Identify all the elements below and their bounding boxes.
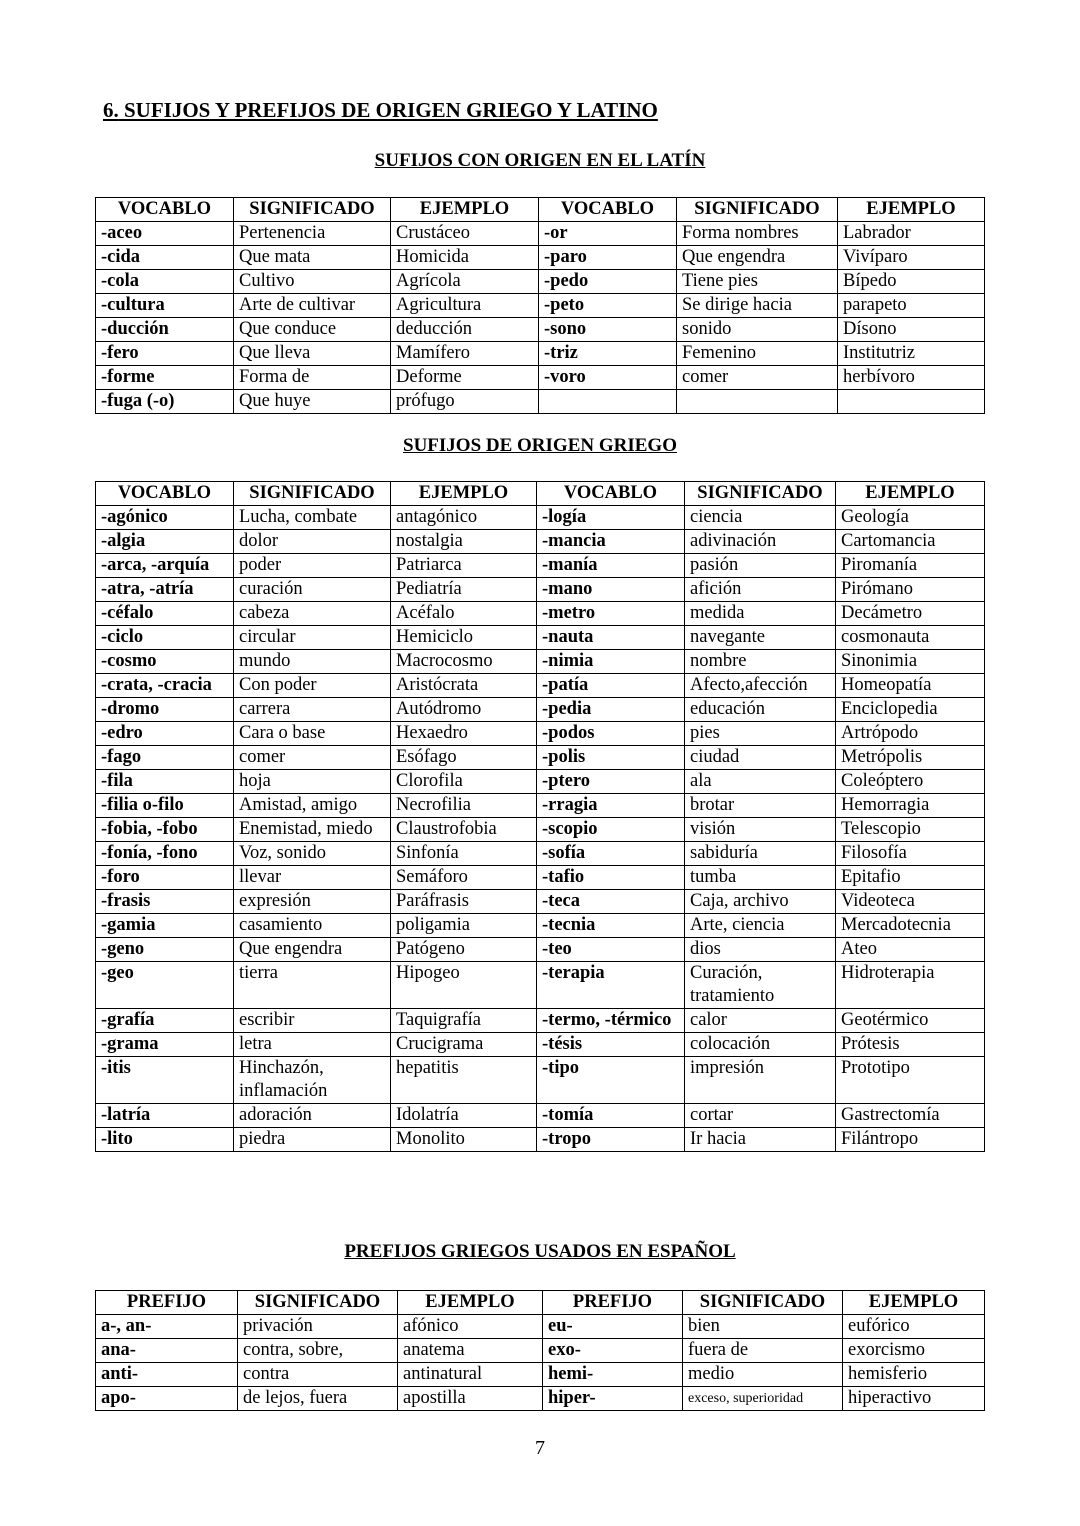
example-cell: Hidroterapia [836, 962, 985, 1009]
meaning-cell: curación [234, 578, 391, 602]
greek-section-title: SUFIJOS DE ORIGEN GRIEGO [403, 435, 677, 456]
example-cell: Decámetro [836, 602, 985, 626]
table-row [96, 674, 985, 698]
prefixes-section-title: PREFIJOS GRIEGOS USADOS EN ESPAÑOL [344, 1241, 736, 1262]
table-row [96, 818, 985, 842]
meaning-cell: poder [234, 554, 391, 578]
page-number: 7 [535, 1437, 545, 1459]
table-row [96, 1057, 985, 1104]
example-cell: Necrofilia [391, 794, 537, 818]
meaning-cell: ala [685, 770, 836, 794]
greek-suffix-table [95, 481, 985, 1152]
meaning-cell: Forma de [234, 366, 391, 390]
table-header-row [96, 482, 985, 506]
term-cell: -grama [96, 1033, 234, 1057]
example-cell: Homeopatía [836, 674, 985, 698]
term-cell: -or [539, 222, 677, 246]
term-cell: -terapia [537, 962, 685, 1009]
meaning-cell: hoja [234, 770, 391, 794]
table-row [96, 1363, 985, 1387]
term-cell: -geo [96, 962, 234, 1009]
meaning-cell: Con poder [234, 674, 391, 698]
meaning-cell: pies [685, 722, 836, 746]
meaning-cell: medio [683, 1363, 843, 1387]
table-row [96, 222, 985, 246]
example-cell: Telescopio [836, 818, 985, 842]
table-row [96, 746, 985, 770]
table-row [96, 770, 985, 794]
meaning-cell: contra [238, 1363, 398, 1387]
term-cell: -ptero [537, 770, 685, 794]
example-cell: Hemiciclo [391, 626, 537, 650]
term-cell: -pedo [539, 270, 677, 294]
meaning-cell: tierra [234, 962, 391, 1009]
example-cell: Homicida [391, 246, 539, 270]
table-row [96, 842, 985, 866]
meaning-cell: nombre [685, 650, 836, 674]
example-cell: Pirómano [836, 578, 985, 602]
meaning-cell: cortar [685, 1104, 836, 1128]
example-cell: Enciclopedia [836, 698, 985, 722]
meaning-cell: comer [677, 366, 838, 390]
term-cell: -cola [96, 270, 234, 294]
term-cell: exo- [543, 1339, 683, 1363]
meaning-cell: navegante [685, 626, 836, 650]
term-cell: -nauta [537, 626, 685, 650]
example-cell: eufórico [843, 1315, 985, 1339]
example-cell: Macrocosmo [391, 650, 537, 674]
meaning-cell: Hinchazón, inflamación [234, 1057, 391, 1104]
column-header: SIGNIFICADO [238, 1291, 398, 1315]
term-cell: -nimia [537, 650, 685, 674]
example-cell: Autódromo [391, 698, 537, 722]
meaning-cell: medida [685, 602, 836, 626]
term-cell: -termo, -térmico [537, 1009, 685, 1033]
table-row [96, 270, 985, 294]
column-header: VOCABLO [537, 482, 685, 506]
term-cell: -arca, -arquía [96, 554, 234, 578]
example-cell: deducción [391, 318, 539, 342]
example-cell: Geotérmico [836, 1009, 985, 1033]
column-header: EJEMPLO [391, 198, 539, 222]
example-cell: Clorofila [391, 770, 537, 794]
meaning-cell: privación [238, 1315, 398, 1339]
table-row [96, 1315, 985, 1339]
term-cell: -grafía [96, 1009, 234, 1033]
term-cell: -sofía [537, 842, 685, 866]
term-cell: -teca [537, 890, 685, 914]
table-header-row [96, 1291, 985, 1315]
term-cell: -cultura [96, 294, 234, 318]
term-cell: -lito [96, 1128, 234, 1152]
table-row [96, 366, 985, 390]
meaning-cell: llevar [234, 866, 391, 890]
example-cell: hepatitis [391, 1057, 537, 1104]
example-cell: Hipogeo [391, 962, 537, 1009]
meaning-cell: Afecto,afección [685, 674, 836, 698]
example-cell: Prótesis [836, 1033, 985, 1057]
meaning-cell: bien [683, 1315, 843, 1339]
example-cell: Sinonimia [836, 650, 985, 674]
meaning-cell: visión [685, 818, 836, 842]
meaning-cell: Ir hacia [685, 1128, 836, 1152]
example-cell: Filosofía [836, 842, 985, 866]
table-row [96, 650, 985, 674]
meaning-cell: Caja, archivo [685, 890, 836, 914]
example-cell: exorcismo [843, 1339, 985, 1363]
column-header: SIGNIFICADO [234, 482, 391, 506]
meaning-cell: fuera de [683, 1339, 843, 1363]
term-cell: -fobia, -fobo [96, 818, 234, 842]
term-cell: -aceo [96, 222, 234, 246]
column-header: VOCABLO [96, 198, 234, 222]
meaning-cell: impresión [685, 1057, 836, 1104]
term-cell: apo- [96, 1387, 238, 1411]
meaning-cell: Que mata [234, 246, 391, 270]
example-cell: Hexaedro [391, 722, 537, 746]
term-cell: -tecnia [537, 914, 685, 938]
meaning-cell: Cultivo [234, 270, 391, 294]
term-cell: -tropo [537, 1128, 685, 1152]
table-row [96, 1104, 985, 1128]
term-cell: -filia o-filo [96, 794, 234, 818]
meaning-cell: Que huye [234, 390, 391, 414]
meaning-cell: ciudad [685, 746, 836, 770]
term-cell: -foro [96, 866, 234, 890]
term-cell: anti- [96, 1363, 238, 1387]
example-cell: Deforme [391, 366, 539, 390]
table-row [96, 890, 985, 914]
term-cell: -mano [537, 578, 685, 602]
column-header: SIGNIFICADO [234, 198, 391, 222]
term-cell: -ciclo [96, 626, 234, 650]
meaning-cell: Se dirige hacia [677, 294, 838, 318]
meaning-cell: Que conduce [234, 318, 391, 342]
column-header: EJEMPLO [843, 1291, 985, 1315]
example-cell: Patriarca [391, 554, 537, 578]
column-header: EJEMPLO [398, 1291, 543, 1315]
table-row [96, 602, 985, 626]
example-cell: Hemorragia [836, 794, 985, 818]
term-cell [539, 390, 677, 414]
term-cell: -paro [539, 246, 677, 270]
meaning-cell: Pertenencia [234, 222, 391, 246]
meaning-cell: tumba [685, 866, 836, 890]
latin-suffix-table [95, 197, 985, 414]
meaning-cell: educación [685, 698, 836, 722]
term-cell: -tipo [537, 1057, 685, 1104]
term-cell: -ducción [96, 318, 234, 342]
meaning-cell: Enemistad, miedo [234, 818, 391, 842]
term-cell: -sono [539, 318, 677, 342]
meaning-cell: Cara o base [234, 722, 391, 746]
table-row [96, 1128, 985, 1152]
table-row [96, 578, 985, 602]
term-cell: -voro [539, 366, 677, 390]
meaning-cell: dolor [234, 530, 391, 554]
example-cell: antinatural [398, 1363, 543, 1387]
term-cell: -edro [96, 722, 234, 746]
term-cell: -mancia [537, 530, 685, 554]
example-cell: Esófago [391, 746, 537, 770]
term-cell: a-, an- [96, 1315, 238, 1339]
meaning-cell: piedra [234, 1128, 391, 1152]
term-cell: -geno [96, 938, 234, 962]
example-cell: herbívoro [838, 366, 985, 390]
term-cell: -manía [537, 554, 685, 578]
table-header-row [96, 198, 985, 222]
term-cell: -patía [537, 674, 685, 698]
example-cell: Claustrofobia [391, 818, 537, 842]
term-cell: -dromo [96, 698, 234, 722]
table-row [96, 722, 985, 746]
term-cell: -scopio [537, 818, 685, 842]
page-title-text: SUFIJOS Y PREFIJOS DE ORIGEN GRIEGO Y LATINO [124, 98, 658, 122]
term-cell: ana- [96, 1339, 238, 1363]
term-cell: -crata, -cracia [96, 674, 234, 698]
term-cell: -gamia [96, 914, 234, 938]
term-cell: -cida [96, 246, 234, 270]
meaning-cell: sabiduría [685, 842, 836, 866]
example-cell: Prototipo [836, 1057, 985, 1104]
meaning-cell: adivinación [685, 530, 836, 554]
meaning-cell: afición [685, 578, 836, 602]
example-cell: Bípedo [838, 270, 985, 294]
table-row [96, 866, 985, 890]
column-header: SIGNIFICADO [677, 198, 838, 222]
term-cell: -céfalo [96, 602, 234, 626]
term-cell: hemi- [543, 1363, 683, 1387]
term-cell: -logía [537, 506, 685, 530]
term-cell: -teo [537, 938, 685, 962]
example-cell: Patógeno [391, 938, 537, 962]
meaning-cell: brotar [685, 794, 836, 818]
example-cell: poligamia [391, 914, 537, 938]
column-header: PREFIJO [96, 1291, 238, 1315]
term-cell: -fila [96, 770, 234, 794]
table-row [96, 506, 985, 530]
column-header: EJEMPLO [838, 198, 985, 222]
term-cell: -pedia [537, 698, 685, 722]
example-cell: Paráfrasis [391, 890, 537, 914]
table-row [96, 1387, 985, 1411]
term-cell: -fuga (-o) [96, 390, 234, 414]
example-cell: Acéfalo [391, 602, 537, 626]
example-cell: antagónico [391, 506, 537, 530]
meaning-cell: comer [234, 746, 391, 770]
meaning-cell: Forma nombres [677, 222, 838, 246]
meaning-cell: Que engendra [677, 246, 838, 270]
column-header: EJEMPLO [391, 482, 537, 506]
table-row [96, 1339, 985, 1363]
example-cell: nostalgia [391, 530, 537, 554]
meaning-cell: Que lleva [234, 342, 391, 366]
term-cell: -fonía, -fono [96, 842, 234, 866]
meaning-cell [677, 390, 838, 414]
table-row [96, 962, 985, 1009]
example-cell: Agrícola [391, 270, 539, 294]
term-cell: -tésis [537, 1033, 685, 1057]
example-cell: Taquigrafía [391, 1009, 537, 1033]
meaning-cell: dios [685, 938, 836, 962]
table-row [96, 794, 985, 818]
example-cell: hemisferio [843, 1363, 985, 1387]
latin-section-title: SUFIJOS CON ORIGEN EN EL LATÍN [374, 150, 706, 171]
term-cell: -podos [537, 722, 685, 746]
example-cell: Dísono [838, 318, 985, 342]
example-cell: Crustáceo [391, 222, 539, 246]
example-cell: Institutriz [838, 342, 985, 366]
example-cell: Artrópodo [836, 722, 985, 746]
term-cell: -atra, -atría [96, 578, 234, 602]
example-cell: anatema [398, 1339, 543, 1363]
meaning-cell: circular [234, 626, 391, 650]
example-cell: Videoteca [836, 890, 985, 914]
table-row [96, 698, 985, 722]
example-cell: apostilla [398, 1387, 543, 1411]
meaning-cell: escribir [234, 1009, 391, 1033]
meaning-cell: exceso, superioridad [683, 1387, 843, 1411]
term-cell: -forme [96, 366, 234, 390]
meaning-cell: Que engendra [234, 938, 391, 962]
example-cell: Piromanía [836, 554, 985, 578]
term-cell: -latría [96, 1104, 234, 1128]
term-cell: -tafio [537, 866, 685, 890]
table-row [96, 246, 985, 270]
example-cell: prófugo [391, 390, 539, 414]
term-cell: -itis [96, 1057, 234, 1104]
example-cell: Sinfonía [391, 842, 537, 866]
example-cell: hiperactivo [843, 1387, 985, 1411]
example-cell: Semáforo [391, 866, 537, 890]
meaning-cell: ciencia [685, 506, 836, 530]
table-row [96, 342, 985, 366]
example-cell: Metrópolis [836, 746, 985, 770]
meaning-cell: expresión [234, 890, 391, 914]
example-cell [838, 390, 985, 414]
table-row [96, 390, 985, 414]
term-cell: -rragia [537, 794, 685, 818]
example-cell: cosmonauta [836, 626, 985, 650]
example-cell: Gastrectomía [836, 1104, 985, 1128]
table-row [96, 1033, 985, 1057]
column-header: VOCABLO [539, 198, 677, 222]
meaning-cell: adoración [234, 1104, 391, 1128]
meaning-cell: letra [234, 1033, 391, 1057]
table-row [96, 318, 985, 342]
meaning-cell: de lejos, fuera [238, 1387, 398, 1411]
table-row [96, 914, 985, 938]
column-header: SIGNIFICADO [685, 482, 836, 506]
example-cell: Idolatría [391, 1104, 537, 1128]
table-row [96, 294, 985, 318]
table-row [96, 554, 985, 578]
term-cell: eu- [543, 1315, 683, 1339]
term-cell: -triz [539, 342, 677, 366]
meaning-cell: Arte, ciencia [685, 914, 836, 938]
meaning-cell: calor [685, 1009, 836, 1033]
term-cell: -cosmo [96, 650, 234, 674]
meaning-cell: pasión [685, 554, 836, 578]
meaning-cell: Voz, sonido [234, 842, 391, 866]
column-header: PREFIJO [543, 1291, 683, 1315]
column-header: EJEMPLO [836, 482, 985, 506]
example-cell: Mercadotecnia [836, 914, 985, 938]
greek-prefix-table [95, 1290, 985, 1411]
meaning-cell: Arte de cultivar [234, 294, 391, 318]
column-header: SIGNIFICADO [683, 1291, 843, 1315]
meaning-cell: mundo [234, 650, 391, 674]
meaning-cell: contra, sobre, [238, 1339, 398, 1363]
example-cell: Mamífero [391, 342, 539, 366]
table-row [96, 1009, 985, 1033]
page-title-number: 6. [103, 98, 119, 122]
example-cell: Pediatría [391, 578, 537, 602]
table-row [96, 938, 985, 962]
example-cell: Vivíparo [838, 246, 985, 270]
meaning-cell: carrera [234, 698, 391, 722]
example-cell: Monolito [391, 1128, 537, 1152]
page-title [103, 98, 658, 123]
term-cell: -algia [96, 530, 234, 554]
example-cell: afónico [398, 1315, 543, 1339]
example-cell: Crucigrama [391, 1033, 537, 1057]
meaning-cell: Femenino [677, 342, 838, 366]
example-cell: Cartomancia [836, 530, 985, 554]
term-cell: -polis [537, 746, 685, 770]
term-cell: -tomía [537, 1104, 685, 1128]
example-cell: Geología [836, 506, 985, 530]
example-cell: Filántropo [836, 1128, 985, 1152]
meaning-cell: casamiento [234, 914, 391, 938]
meaning-cell: colocación [685, 1033, 836, 1057]
column-header: VOCABLO [96, 482, 234, 506]
meaning-cell: cabeza [234, 602, 391, 626]
meaning-cell: sonido [677, 318, 838, 342]
meaning-cell: Lucha, combate [234, 506, 391, 530]
example-cell: Labrador [838, 222, 985, 246]
term-cell: -frasis [96, 890, 234, 914]
example-cell: Ateo [836, 938, 985, 962]
meaning-cell: Amistad, amigo [234, 794, 391, 818]
term-cell: -fago [96, 746, 234, 770]
table-row [96, 530, 985, 554]
term-cell: hiper- [543, 1387, 683, 1411]
term-cell: -metro [537, 602, 685, 626]
example-cell: Agricultura [391, 294, 539, 318]
meaning-cell: Tiene pies [677, 270, 838, 294]
meaning-cell: Curación, tratamiento [685, 962, 836, 1009]
term-cell: -fero [96, 342, 234, 366]
table-row [96, 626, 985, 650]
term-cell: -peto [539, 294, 677, 318]
term-cell: -agónico [96, 506, 234, 530]
example-cell: Aristócrata [391, 674, 537, 698]
example-cell: Coleóptero [836, 770, 985, 794]
example-cell: parapeto [838, 294, 985, 318]
example-cell: Epitafio [836, 866, 985, 890]
